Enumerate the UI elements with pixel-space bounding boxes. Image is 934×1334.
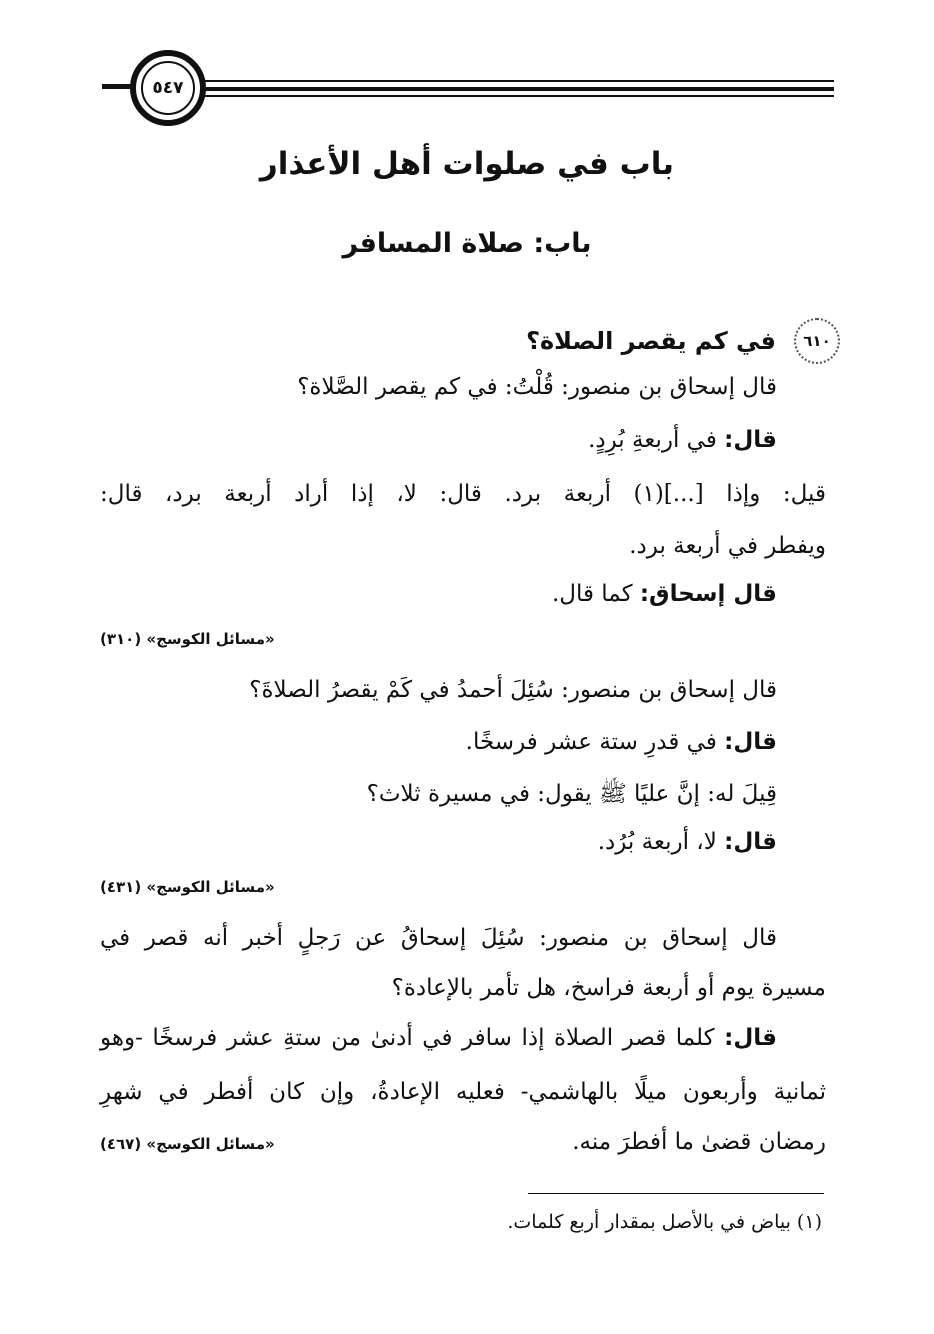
question-title: في كم يقصر الصلاة؟ bbox=[526, 327, 776, 355]
text-line bbox=[100, 829, 777, 855]
source-citation: «مسائل الكوسج» (٤٦٧) bbox=[100, 1135, 275, 1153]
speaker-label: قال: bbox=[724, 729, 777, 755]
text-line bbox=[100, 581, 777, 607]
chapter-title: باب في صلوات أهل الأعذار bbox=[259, 146, 675, 182]
text-span: كما قال. bbox=[551, 581, 640, 607]
text-line bbox=[100, 427, 777, 453]
page-number: ٥٤٧ bbox=[141, 61, 195, 115]
text-line: ويفطر في أربعة برد. bbox=[629, 533, 826, 559]
speaker-label: قال: bbox=[724, 427, 777, 453]
question-number-badge: ٦١٠ bbox=[794, 318, 840, 364]
page-number-frame bbox=[130, 50, 206, 126]
header-rule bbox=[205, 95, 834, 97]
text-line: قال إسحاق بن منصور: سُئِلَ إسحاقُ عن رَجلٍ أخبر أنه قصر في bbox=[100, 925, 777, 951]
text-line: رمضان قضىٰ ما أفطرَ منه. bbox=[572, 1129, 826, 1155]
text-line bbox=[100, 1025, 777, 1051]
speaker-label: قال: bbox=[724, 1025, 777, 1051]
source-citation: «مسائل الكوسج» (٣١٠) bbox=[100, 630, 275, 648]
text-line: قيل: وإذا [...](١) أربعة برد. قال: لا، إذا أراد أربعة برد، قال: bbox=[100, 481, 826, 507]
speaker-label: قال: bbox=[724, 829, 777, 855]
header-rule bbox=[205, 87, 834, 91]
text-line bbox=[100, 729, 777, 755]
text-span: في أربعةِ بُرِدٍ. bbox=[588, 427, 725, 453]
text-span: كلما قصر الصلاة إذا سافر في أدنىٰ من ستةِ عشر فرسخًا -وهو bbox=[100, 1025, 725, 1051]
text-line: قال إسحاق بن منصور: قُلْتُ: في كم يقصر الصَّلاة؟ bbox=[297, 374, 777, 400]
footnote-rule bbox=[528, 1193, 824, 1194]
speaker-label: قال إسحاق: bbox=[639, 581, 777, 607]
header-rule bbox=[205, 80, 834, 82]
section-title: باب: صلاة المسافر bbox=[342, 228, 592, 259]
text-span: في قدرِ ستة عشر فرسخًا. bbox=[465, 729, 725, 755]
text-line: ثمانية وأربعون ميلًا بالهاشمي- فعليه الإعادةُ، وإن كان أفطر في شهرِ bbox=[100, 1079, 826, 1105]
question-heading bbox=[526, 318, 840, 364]
text-span: لا، أربعة بُرُد. bbox=[597, 829, 725, 855]
text-line: قِيلَ له: إنَّ عليًا ﷺ يقول: في مسيرة ثلاث؟ bbox=[366, 781, 777, 807]
footnote: (١) بياض في بالأصل بمقدار أربع كلمات. bbox=[507, 1211, 822, 1233]
source-citation: «مسائل الكوسج» (٤٣١) bbox=[100, 878, 275, 896]
text-line: قال إسحاق بن منصور: سُئِلَ أحمدُ في كَمْ يقصرُ الصلاةَ؟ bbox=[249, 677, 777, 703]
text-line: مسيرة يوم أو أربعة فراسخ، هل تأمر بالإعادة؟ bbox=[391, 975, 826, 1001]
